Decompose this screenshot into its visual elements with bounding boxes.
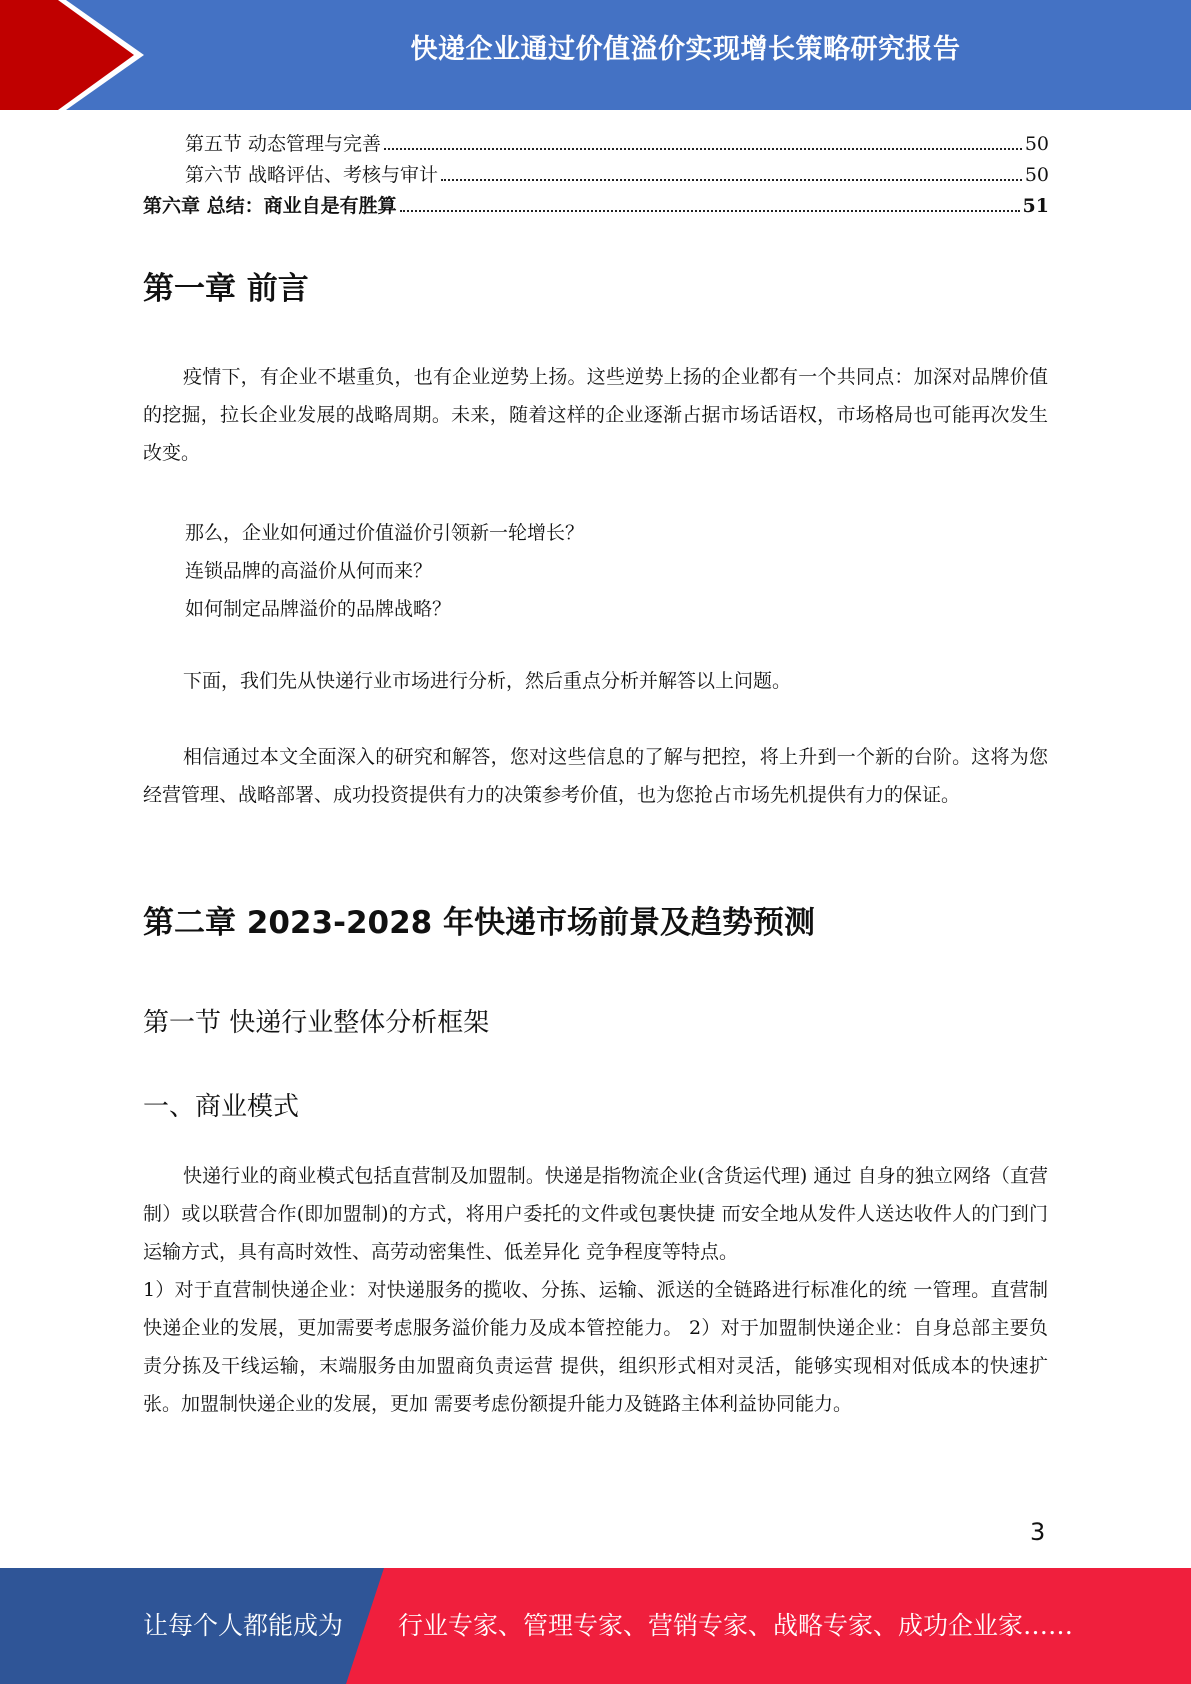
section-heading: 第一节 快递行业整体分析框架 (143, 1008, 490, 1038)
chapter1-paragraph-intro: 疫情下，有企业不堪重负，也有企业逆势上扬。这些逆势上扬的企业都有一个共同点：加深对品牌价值的挖掘，拉长企业发展的战略周期。未来，随着这样的企业逐渐占据市场话语权，市场格局也可能再次发生改变。 (143, 366, 1048, 464)
page-footer (0, 1568, 1191, 1684)
business-model-details-paragraph: 1）对于直营制快递企业：对快递服务的揽收、分拣、运输、派送的全链路进行标准化的统 一管理。直营制快递企业的发展，更加需要考虑服务溢价能力及成本管控能力。 2）对于加盟制快递企业：自身总部主要负责分拣及干线运输，末端服务由加盟商负责运营 提供，组织形式相对灵活，能够实现相对低成本的快速扩张。加盟制快递企业的发展，更加 需要考虑份额提升能力及链路主体利益协同能力。 (143, 1279, 1048, 1415)
toc-entry[interactable] (143, 191, 1049, 221)
toc-entry-title: 第六章 总结：商业自是有胜算 (143, 195, 397, 217)
business-model-paragraph: 快递行业的商业模式包括直营制及加盟制。快递是指物流企业(含货运代理) 通过 自身的独立网络（直营制）或以联营合作(即加盟制)的方式，将用户委托的文件或包裹快捷 而安全地从发件人送达收件人的门到门运输方式，具有高时效性、高劳动密集性、低差异化 竞争程度等特点。 (143, 1165, 1048, 1263)
toc-entry-page: 50 (1024, 164, 1049, 186)
toc-entry-title: 第五节 动态管理与完善 (185, 133, 382, 155)
chapter1-paragraph-next: 下面，我们先从快递行业市场进行分析，然后重点分析并解答以上问题。 (183, 670, 792, 692)
toc-entry-page: 51 (1022, 195, 1049, 217)
toc-entry[interactable] (185, 160, 1049, 190)
chapter1-question: 连锁品牌的高溢价从何而来？ (185, 560, 433, 582)
subsection-heading: 一、商业模式 (143, 1092, 300, 1122)
toc-leader-dots (384, 148, 1022, 150)
chapter2-heading: 第二章 2023-2028 年快递市场前景及趋势预测 (143, 905, 816, 941)
toc-entry-page: 50 (1024, 133, 1049, 155)
footer-slogan-left: 让每个人都能成为 (143, 1611, 344, 1640)
toc-entry-title: 第六节 战略评估、考核与审计 (185, 164, 439, 186)
footer-slogan-right: 行业专家、管理专家、营销专家、战略专家、成功企业家…… (398, 1611, 1074, 1640)
chapter1-question: 如何制定品牌溢价的品牌战略？ (185, 598, 452, 620)
chapter1-paragraph-conclusion: 相信通过本文全面深入的研究和解答，您对这些信息的了解与把控，将上升到一个新的台阶。这将为您经营管理、战略部署、成功投资提供有力的决策参考价值，也为您抢占市场先机提供有力的保证。 (143, 746, 1048, 806)
toc-leader-dots (441, 179, 1022, 181)
chapter1-question: 那么，企业如何通过价值溢价引领新一轮增长？ (185, 522, 585, 544)
report-title: 快递企业通过价值溢价实现增长策略研究报告 (410, 34, 961, 65)
toc-entry[interactable] (185, 129, 1049, 159)
chapter1-heading: 第一章 前言 (143, 271, 309, 307)
page-header (0, 0, 1191, 110)
page-number: 3 (1030, 1518, 1046, 1546)
toc-leader-dots (400, 210, 1020, 212)
